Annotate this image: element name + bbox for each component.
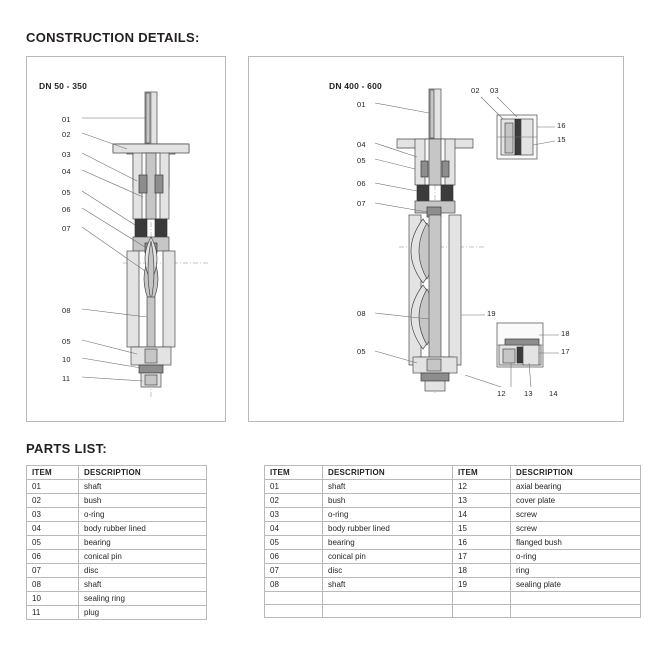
cell-description-2: flanged bush bbox=[511, 536, 641, 550]
parts-table-dn50-350 bbox=[26, 465, 207, 620]
cell-item-2 bbox=[453, 592, 511, 605]
callout-right-02: 02 bbox=[471, 86, 480, 95]
cell-item: 02 bbox=[27, 494, 79, 508]
cell-item: 06 bbox=[27, 550, 79, 564]
cell-description: bearing bbox=[323, 536, 453, 550]
cell-item: 05 bbox=[27, 536, 79, 550]
cell-description: body rubber lined bbox=[79, 522, 207, 536]
cell-description: bearing bbox=[79, 536, 207, 550]
panel-label-dn50-350: DN 50 - 350 bbox=[39, 81, 88, 91]
cell-item: 01 bbox=[27, 480, 79, 494]
cell-description bbox=[323, 605, 453, 618]
table-row bbox=[27, 578, 207, 592]
callout-left-01: 01 bbox=[62, 115, 71, 124]
cell-description-2: cover plate bbox=[511, 494, 641, 508]
callout-left-03: 03 bbox=[62, 150, 71, 159]
cell-item: 02 bbox=[265, 494, 323, 508]
cell-item: 04 bbox=[265, 522, 323, 536]
cell-item: 03 bbox=[27, 508, 79, 522]
cell-description: sealing ring bbox=[79, 592, 207, 606]
drawing-panel-dn50-350 bbox=[26, 56, 226, 422]
parts-list-title: PARTS LIST: bbox=[26, 441, 108, 456]
cell-description: bush bbox=[323, 494, 453, 508]
cell-item-2: 13 bbox=[453, 494, 511, 508]
cell-item: 05 bbox=[265, 536, 323, 550]
cell-description: plug bbox=[79, 606, 207, 620]
cell-description: shaft bbox=[323, 578, 453, 592]
table-row bbox=[265, 508, 641, 522]
callout-right-05b: 05 bbox=[357, 347, 366, 356]
cell-description: conical pin bbox=[79, 550, 207, 564]
table-row bbox=[27, 508, 207, 522]
column-header-item-2: ITEM bbox=[453, 466, 511, 480]
valve-section-drawing-small bbox=[27, 57, 225, 421]
column-header-description: DESCRIPTION bbox=[323, 466, 453, 480]
cell-item-2: 15 bbox=[453, 522, 511, 536]
cell-description bbox=[323, 592, 453, 605]
callout-left-06: 06 bbox=[62, 205, 71, 214]
callout-left-02: 02 bbox=[62, 130, 71, 139]
cell-item-2 bbox=[453, 605, 511, 618]
cell-description: disc bbox=[79, 564, 207, 578]
callout-left-07: 07 bbox=[62, 224, 71, 233]
cell-description-2: screw bbox=[511, 522, 641, 536]
callout-right-17: 17 bbox=[561, 347, 570, 356]
column-header-item: ITEM bbox=[265, 466, 323, 480]
cell-item bbox=[265, 592, 323, 605]
table-row bbox=[27, 592, 207, 606]
cell-item: 06 bbox=[265, 550, 323, 564]
table-row bbox=[265, 494, 641, 508]
table-row bbox=[27, 564, 207, 578]
table-row bbox=[27, 536, 207, 550]
table-row bbox=[265, 480, 641, 494]
cell-item: 11 bbox=[27, 606, 79, 620]
callout-right-16: 16 bbox=[557, 121, 566, 130]
cell-item: 08 bbox=[265, 578, 323, 592]
table-row bbox=[265, 522, 641, 536]
cell-description-2: o-ring bbox=[511, 550, 641, 564]
table-row bbox=[265, 578, 641, 592]
callout-right-01: 01 bbox=[357, 100, 366, 109]
cell-item-2: 14 bbox=[453, 508, 511, 522]
cell-description-2: screw bbox=[511, 508, 641, 522]
callout-right-14: 14 bbox=[549, 389, 558, 398]
cell-description-2: ring bbox=[511, 564, 641, 578]
table-row bbox=[265, 536, 641, 550]
table-row bbox=[27, 550, 207, 564]
callout-left-10: 10 bbox=[62, 355, 71, 364]
parts-table-dn400-600 bbox=[264, 465, 641, 618]
cell-description: o-ring bbox=[79, 508, 207, 522]
table-row bbox=[27, 522, 207, 536]
table-row bbox=[265, 564, 641, 578]
callout-right-15: 15 bbox=[557, 135, 566, 144]
table-row bbox=[265, 605, 641, 618]
cell-item: 07 bbox=[265, 564, 323, 578]
callout-left-04: 04 bbox=[62, 167, 71, 176]
callout-right-18: 18 bbox=[561, 329, 570, 338]
cell-item: 08 bbox=[27, 578, 79, 592]
callout-right-03: 03 bbox=[490, 86, 499, 95]
cell-description-2 bbox=[511, 592, 641, 605]
callout-right-13: 13 bbox=[524, 389, 533, 398]
cell-item-2: 16 bbox=[453, 536, 511, 550]
callout-left-05b: 05 bbox=[62, 337, 71, 346]
callout-right-08: 08 bbox=[357, 309, 366, 318]
table-header-row bbox=[265, 466, 641, 480]
cell-description: disc bbox=[323, 564, 453, 578]
drawing-panel-dn400-600 bbox=[248, 56, 624, 422]
column-header-item: ITEM bbox=[27, 466, 79, 480]
table-row bbox=[27, 494, 207, 508]
cell-description-2 bbox=[511, 605, 641, 618]
cell-item: 07 bbox=[27, 564, 79, 578]
cell-item: 10 bbox=[27, 592, 79, 606]
callout-right-06: 06 bbox=[357, 179, 366, 188]
cell-description-2: axial bearing bbox=[511, 480, 641, 494]
table-row bbox=[27, 480, 207, 494]
cell-description: conical pin bbox=[323, 550, 453, 564]
cell-item: 03 bbox=[265, 508, 323, 522]
cell-item: 04 bbox=[27, 522, 79, 536]
table-header-row bbox=[27, 466, 207, 480]
cell-description: o-ring bbox=[323, 508, 453, 522]
callout-left-11: 11 bbox=[62, 374, 71, 383]
table-row bbox=[27, 606, 207, 620]
callout-right-19: 19 bbox=[487, 309, 496, 318]
cell-description-2: sealing plate bbox=[511, 578, 641, 592]
cell-item bbox=[265, 605, 323, 618]
construction-details-title: CONSTRUCTION DETAILS: bbox=[26, 30, 200, 45]
cell-item: 01 bbox=[265, 480, 323, 494]
callout-left-05: 05 bbox=[62, 188, 71, 197]
cell-description: shaft bbox=[79, 480, 207, 494]
cell-description: shaft bbox=[323, 480, 453, 494]
cell-item-2: 19 bbox=[453, 578, 511, 592]
column-header-description-2: DESCRIPTION bbox=[511, 466, 641, 480]
callout-right-12: 12 bbox=[497, 389, 506, 398]
cell-item-2: 17 bbox=[453, 550, 511, 564]
table-row bbox=[265, 592, 641, 605]
callout-right-04: 04 bbox=[357, 140, 366, 149]
cell-description: bush bbox=[79, 494, 207, 508]
cell-description: shaft bbox=[79, 578, 207, 592]
cell-item-2: 12 bbox=[453, 480, 511, 494]
column-header-description: DESCRIPTION bbox=[79, 466, 207, 480]
valve-section-drawing-large bbox=[249, 57, 623, 421]
cell-item-2: 18 bbox=[453, 564, 511, 578]
table-row bbox=[265, 550, 641, 564]
callout-right-07: 07 bbox=[357, 199, 366, 208]
callout-left-08: 08 bbox=[62, 306, 71, 315]
callout-right-05: 05 bbox=[357, 156, 366, 165]
cell-description: body rubber lined bbox=[323, 522, 453, 536]
panel-label-dn400-600: DN 400 - 600 bbox=[329, 81, 382, 91]
